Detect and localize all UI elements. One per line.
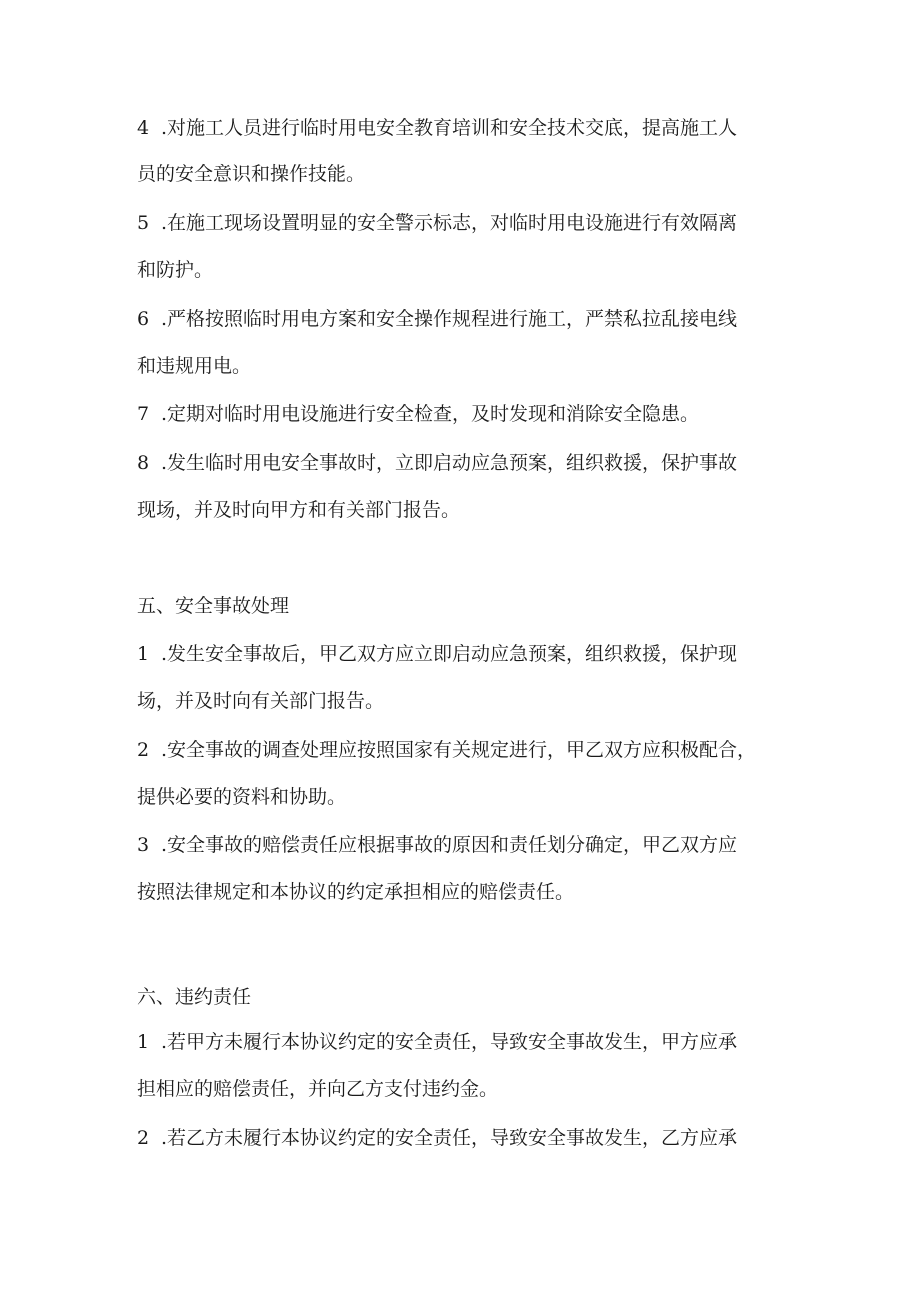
- item-text: .若甲方未履行本协议约定的安全责任，导致安全事故发生，甲方应承: [161, 1031, 738, 1053]
- item-text: .若乙方未履行本协议约定的安全责任，导致安全事故发生，乙方应承: [161, 1127, 738, 1149]
- item-6-line-1: [137, 307, 787, 331]
- s5-item-3-line-1: [137, 833, 787, 857]
- s6-item-2-line-1: [137, 1126, 787, 1150]
- item-number: 4: [137, 117, 150, 139]
- item-text: .在施工现场设置明显的安全警示标志，对临时用电设施进行有效隔离: [161, 212, 738, 234]
- s5-item-1-line-1: [137, 642, 787, 666]
- item-number: 2: [137, 739, 150, 761]
- item-number: 6: [137, 308, 150, 330]
- item-text: .发生安全事故后，甲乙双方应立即启动应急预案，组织救援，保护现: [161, 643, 738, 665]
- item-text: .严格按照临时用电方案和安全操作规程进行施工，严禁私拉乱接电线: [161, 308, 738, 330]
- s5-item-1-line-2: 场，并及时向有关部门报告。: [137, 690, 385, 712]
- item-number: 1: [137, 643, 150, 665]
- item-5-line-2: 和防护。: [137, 259, 214, 281]
- section-5-heading: 五、安全事故处理: [137, 595, 290, 617]
- item-8-line-1: [137, 451, 787, 475]
- item-text: .安全事故的调查处理应按照国家有关规定进行，甲乙双方应积极配合，: [161, 739, 757, 761]
- item-8-line-2: 现场，并及时向甲方和有关部门报告。: [137, 499, 461, 521]
- item-number: 7: [137, 403, 150, 425]
- item-number: 1: [137, 1031, 150, 1053]
- item-text: .安全事故的赔偿责任应根据事故的原因和责任划分确定，甲乙双方应: [161, 834, 738, 856]
- item-number: 5: [137, 212, 150, 234]
- s5-item-3-line-2: 按照法律规定和本协议的约定承担相应的赔偿责任。: [137, 881, 575, 903]
- item-text: .对施工人员进行临时用电安全教育培训和安全技术交底，提高施工人: [161, 117, 738, 139]
- s5-item-2-line-1: [137, 738, 787, 762]
- item-number: 3: [137, 834, 150, 856]
- item-7-line-1: [137, 402, 787, 426]
- s5-item-2-line-2: 提供必要的资料和协助。: [137, 786, 347, 808]
- item-6-line-2: 和违规用电。: [137, 355, 252, 377]
- item-text: .发生临时用电安全事故时，立即启动应急预案，组织救援，保护事故: [161, 452, 738, 474]
- s6-item-1-line-2: 担相应的赔偿责任，并向乙方支付违约金。: [137, 1078, 499, 1100]
- item-4-line-1: [137, 116, 787, 140]
- item-4-line-2: 员的安全意识和操作技能。: [137, 163, 366, 185]
- s6-item-1-line-1: [137, 1030, 787, 1054]
- section-6-heading: 六、违约责任: [137, 986, 252, 1008]
- item-5-line-1: [137, 211, 787, 235]
- item-number: 2: [137, 1127, 150, 1149]
- item-number: 8: [137, 452, 150, 474]
- item-text: .定期对临时用电设施进行安全检查，及时发现和消除安全隐患。: [161, 403, 700, 425]
